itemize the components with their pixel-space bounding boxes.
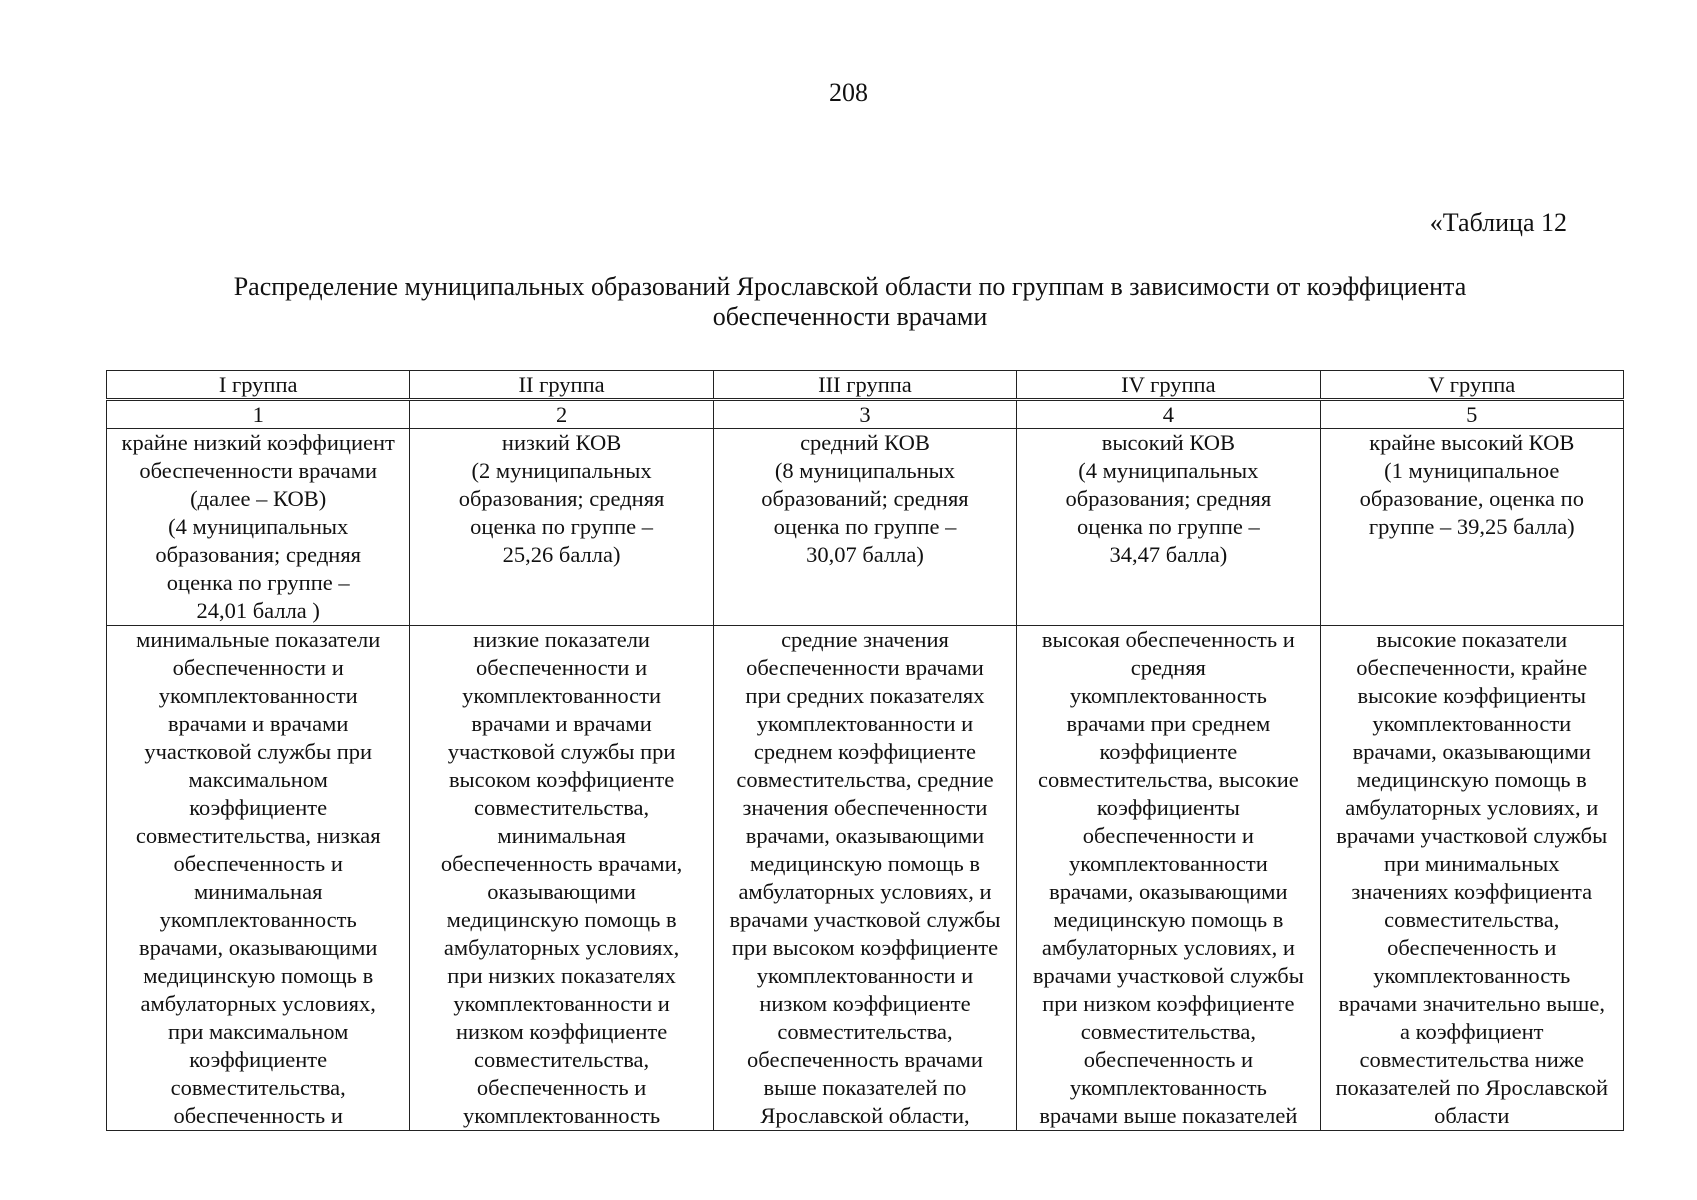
description-cell: минимальные показатели обеспеченности и укомплектованности врачами и врачами участковой службы при максимальном коэффициенте совместительства, низкая обеспеченность и минимальная укомплектованность врачами, оказывающими медицинскую помощь в амбулаторных условиях, при максимальном коэффициенте совместительства, обеспеченность и [107,626,410,1131]
ratio-cell: низкий КОВ (2 муниципальных образования; средняя оценка по группе – 25,26 балла) [410,429,713,626]
column-number: 3 [713,400,1016,429]
groups-table [106,370,1624,1131]
column-number: 4 [1017,400,1320,429]
ratio-cell: крайне высокий КОВ (1 муниципальное образование, оценка по группе – 39,25 балла) [1320,429,1623,626]
group-header: I группа [107,371,410,400]
ratio-cell: средний КОВ (8 муниципальных образований; средняя оценка по группе – 30,07 балла) [713,429,1016,626]
group-header: II группа [410,371,713,400]
column-number: 1 [107,400,410,429]
description-cell: низкие показатели обеспеченности и укомплектованности врачами и врачами участковой службы при высоком коэффициенте совместительства, минимальная обеспеченность врачами, оказывающими медицинскую помощь в амбулаторных условиях, при низких показателях укомплектованности и низком коэффициенте совместительства, обеспеченность и укомплектованность [410,626,713,1131]
description-row [107,626,1624,1131]
description-cell: высокие показатели обеспеченности, крайне высокие коэффициенты укомплектованности врачами, оказывающими медицинскую помощь в амбулаторных условиях, и врачами участковой службы при минимальных значениях коэффициента совместительства, обеспеченность и укомплектованность врачами значительно выше, а коэффициент совместительства ниже показателей по Ярославской области [1320,626,1623,1131]
group-header: V группа [1320,371,1623,400]
page-number: 208 [829,78,868,107]
column-number: 2 [410,400,713,429]
description-cell: средние значения обеспеченности врачами при средних показателях укомплектованности и среднем коэффициенте совместительства, средние значения обеспеченности врачами, оказывающими медицинскую помощь в амбулаторных условиях, и врачами участковой службы при высоком коэффициенте укомплектованности и низком коэффициенте совместительства, обеспеченность врачами выше показателей по Ярославской области, [713,626,1016,1131]
table-header-row [107,371,1624,400]
ratio-row [107,429,1624,626]
table-label: «Таблица 12 [1429,208,1567,237]
group-header: III группа [713,371,1016,400]
description-cell: высокая обеспеченность и средняя укомплектованность врачами при среднем коэффициенте совместительства, высокие коэффициенты обеспеченности и укомплектованности врачами, оказывающими медицинскую помощь в амбулаторных условиях, и врачами участковой службы при низком коэффициенте совместительства, обеспеченность и укомплектованность врачами выше показателей [1017,626,1320,1131]
ratio-cell: высокий КОВ (4 муниципальных образования; средняя оценка по группе – 34,47 балла) [1017,429,1320,626]
column-number: 5 [1320,400,1623,429]
document-title: Распределение муниципальных образований Ярославской области по группам в зависимости от коэффициента обеспеченности врачами [233,272,1467,331]
ratio-cell: крайне низкий коэффициент обеспеченности врачами (далее – КОВ) (4 муниципальных образования; средняя оценка по группе – 24,01 балла ) [107,429,410,626]
column-number-row [107,400,1624,429]
group-header: IV группа [1017,371,1320,400]
